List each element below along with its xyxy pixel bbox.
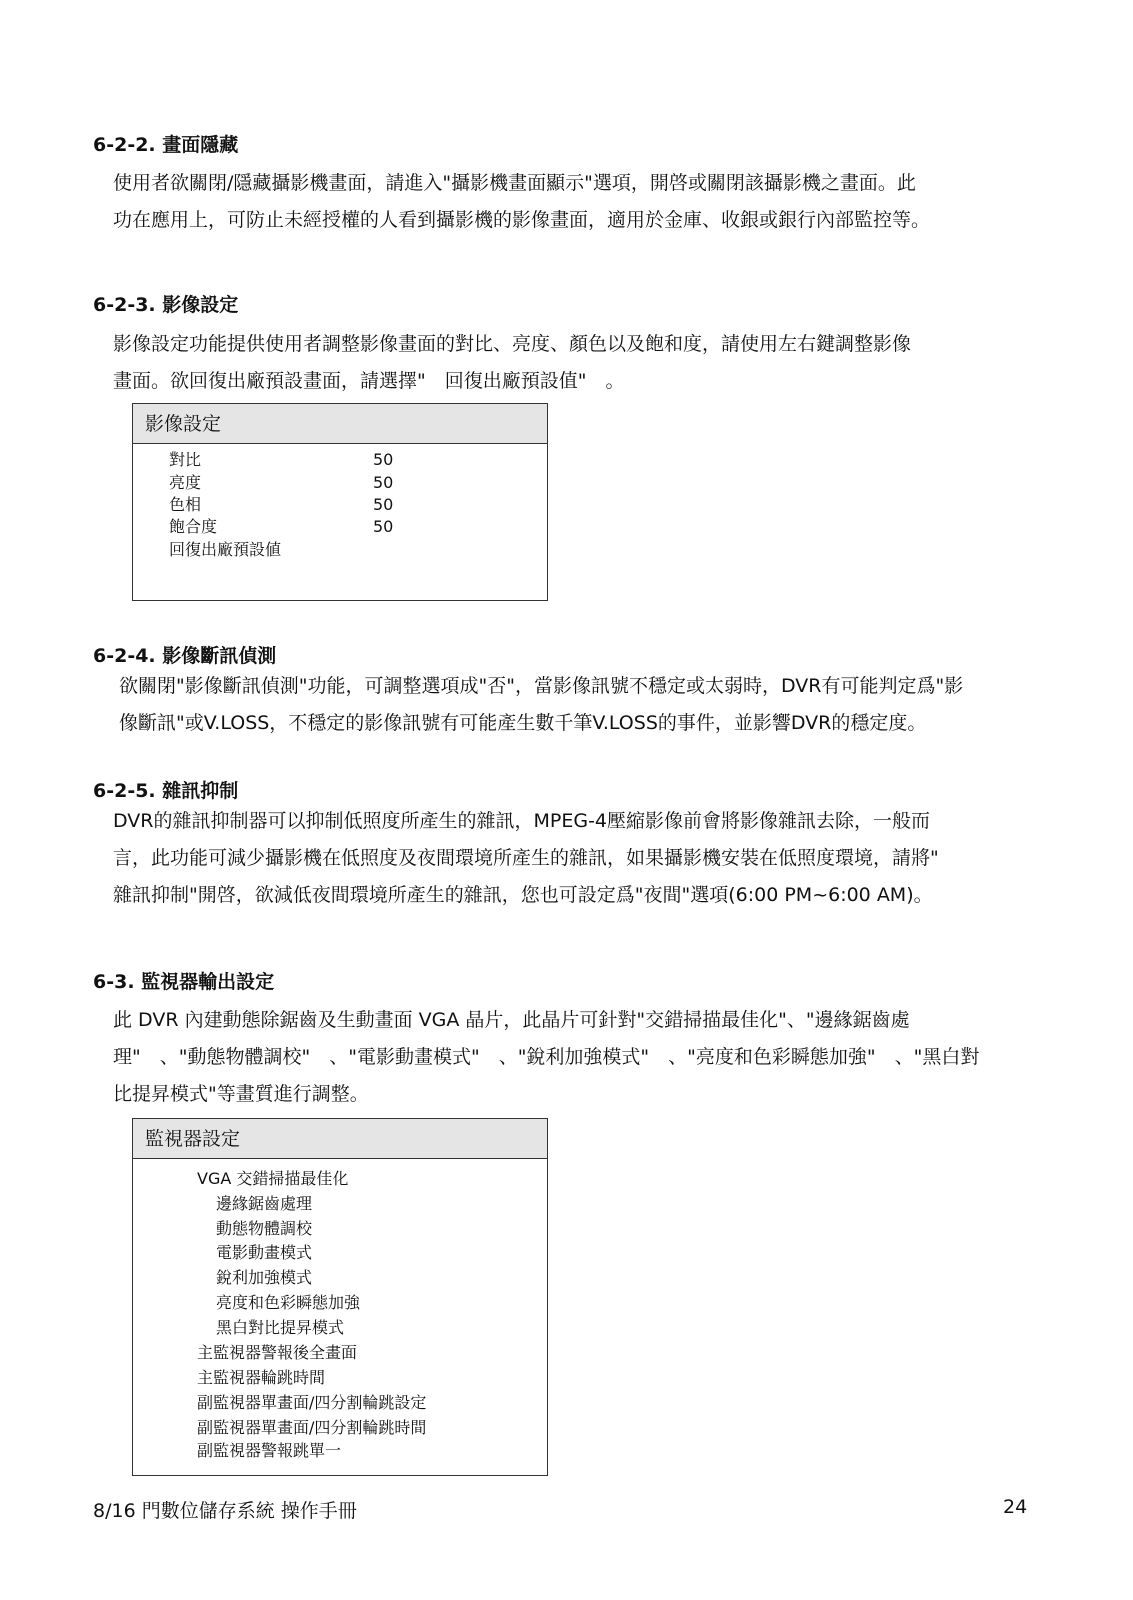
heading-6-2-2: 6-2-2. 畫面隱藏 (93, 134, 239, 156)
menu-row-saturation (169, 516, 394, 538)
paragraph-line: DVR的雜訊抑制器可以抑制低照度所產生的雜訊，MPEG-4壓縮影像前會將影像雜訊去除，一般而 (113, 810, 931, 832)
menu-item: 副監視器警報跳單一 (197, 1441, 342, 1460)
monitor-settings-menu (132, 1118, 548, 1476)
footer-title: 8/16 門數位儲存系統 操作手冊 (93, 1500, 357, 1522)
menu-item: 電影動畫模式 (216, 1243, 313, 1262)
menu-item: VGA 交錯掃描最佳化 (197, 1169, 349, 1188)
heading-6-2-4: 6-2-4. 影像斷訊偵測 (93, 645, 277, 667)
menu-item: 黑白對比提昇模式 (216, 1318, 345, 1337)
paragraph-line: 像斷訊"或V.LOSS，不穩定的影像訊號有可能產生數千筆V.LOSS的事件，並影響DVR的穩定度。 (119, 712, 927, 734)
paragraph-6-3 (113, 1002, 1073, 1113)
menu-row-brightness (169, 472, 394, 494)
monitor-settings-menu-title: 監視器設定 (133, 1119, 547, 1159)
paragraph-line: 言，此功能可減少攝影機在低照度及夜間環境所產生的雜訊，如果攝影機安裝在低照度環境，請將" (113, 847, 939, 869)
menu-row-label: 飽合度 (169, 517, 218, 536)
heading-6-3: 6-3. 監視器輸出設定 (93, 971, 275, 993)
image-settings-menu (132, 403, 548, 601)
menu-row-label: 回復出廠預設値 (169, 540, 282, 559)
paragraph-line: 比提昇模式"等畫質進行調整。 (113, 1083, 369, 1105)
menu-item: 副監視器單畫面/四分割輪跳設定 (197, 1393, 427, 1412)
paragraph-line: 畫面。欲回復出廠預設畫面，請選擇" 回復出廠預設值" 。 (113, 370, 625, 392)
menu-row-factory-reset (169, 539, 281, 561)
menu-row-label: 亮度 (169, 473, 202, 492)
paragraph-6-2-4 (119, 668, 1079, 742)
paragraph-line: 雜訊抑制"開啓，欲減低夜間環境所產生的雜訊，您也可設定爲"夜間"選項(6:00 PM~6:00 AM)。 (113, 884, 933, 906)
menu-item: 動態物體調校 (216, 1219, 313, 1238)
paragraph-line: 理" 、"動態物體調校" 、"電影動畫模式" 、"銳利加強模式" 、"亮度和色彩瞬態加強" 、"黑白對 (113, 1046, 980, 1068)
paragraph-line: 欲關閉"影像斷訊偵測"功能，可調整選項成"否"，當影像訊號不穩定或太弱時，DVR有可能判定爲"影 (119, 675, 964, 697)
paragraph-line: 此 DVR 內建動態除鋸齒及生動畫面 VGA 晶片，此晶片可針對"交錯掃描最佳化"、"邊緣鋸齒處 (113, 1009, 910, 1031)
paragraph-6-2-2 (113, 165, 1073, 239)
menu-row-hue (169, 494, 394, 516)
menu-item: 副監視器單畫面/四分割輪跳時間 (197, 1418, 427, 1437)
menu-row-contrast (169, 449, 394, 471)
page-number: 24 (1003, 1496, 1028, 1518)
menu-row-value: 50 (373, 517, 394, 536)
menu-row-label: 對比 (169, 450, 202, 469)
heading-6-2-3: 6-2-3. 影像設定 (93, 294, 239, 316)
heading-6-2-5: 6-2-5. 雜訊抑制 (93, 780, 239, 802)
paragraph-line: 功在應用上，可防止未經授權的人看到攝影機的影像畫面，適用於金庫、收銀或銀行內部監控等。 (113, 209, 931, 231)
paragraph-line: 影像設定功能提供使用者調整影像畫面的對比、亮度、顏色以及飽和度，請使用左右鍵調整影像 (113, 333, 912, 355)
paragraph-6-2-3 (113, 326, 1073, 400)
menu-row-label: 色相 (169, 495, 202, 514)
menu-item: 銳利加強模式 (216, 1268, 313, 1287)
paragraph-line: 使用者欲關閉/隱藏攝影機畫面，請進入"攝影機畫面顯示"選項，開啓或關閉該攝影機之畫面。此 (113, 172, 916, 194)
menu-row-value: 50 (373, 495, 394, 514)
menu-item: 邊緣鋸齒處理 (216, 1194, 313, 1213)
menu-row-value: 50 (373, 473, 394, 492)
paragraph-6-2-5 (113, 803, 1073, 914)
menu-row-value: 50 (373, 450, 394, 469)
menu-item: 主監視器輪跳時間 (197, 1368, 326, 1387)
menu-item: 主監視器警報後全畫面 (197, 1343, 358, 1362)
menu-item: 亮度和色彩瞬態加強 (216, 1293, 361, 1312)
image-settings-menu-title: 影像設定 (133, 404, 547, 444)
